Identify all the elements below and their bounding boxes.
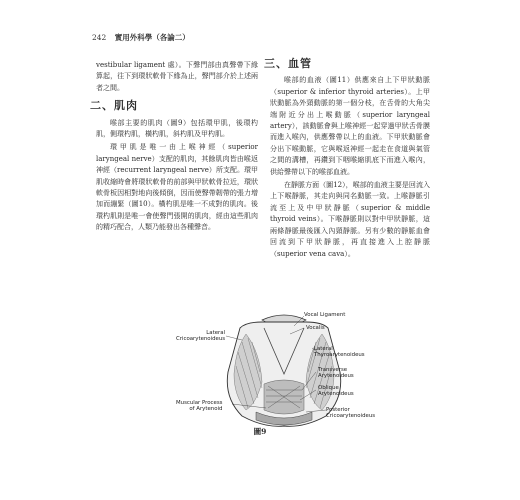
label-vocal-ligament: Vocal Ligament xyxy=(304,312,346,318)
book-title: 實用外科學（各論二） xyxy=(114,33,190,42)
vessels-paragraph-1: 喉部的血液（圖11）供應來自上下甲狀動脈（superior & inferior thyroid arteries）。上甲狀動脈為外頸動脈的第一個分枝，在舌骨的大角尖端附近分出上喉動脈（superior laryngeal artery），該動脈會與上喉神經一起穿過甲狀舌骨膜而進入喉內，供應聲帶以上的血液。下甲狀動脈會分出下喉動脈，它與喉返神經一起走在食道與氣管之間的溝槽，再鑽到下咽喉縮肌底下而進入喉內，供給聲帶以下的喉部血液。 xyxy=(270,76,430,176)
muscles-paragraph-1: 喉部主要的肌肉（圖9）包括環甲肌，後環杓肌，側環杓肌，橫杓肌，斜杓肌及甲杓肌。 xyxy=(96,118,258,139)
label-posterior-cricoarytenoideus: Posterior Cricoarytenoideus xyxy=(326,407,376,419)
larynx-figure xyxy=(176,312,392,430)
label-vocalis: Vocalis xyxy=(306,325,325,331)
label-oblique-arytenoideus: Oblique Arytenoideus xyxy=(318,385,354,397)
page-number: 242 xyxy=(92,33,107,42)
label-muscular-process: Muscular Process of Arytenoid xyxy=(176,400,223,412)
page-header xyxy=(92,32,190,43)
section-title-vessels: 三、血管 xyxy=(264,57,312,70)
label-lateral-cricoarytenoideus: Lateral Cricoarytenoideus xyxy=(176,330,226,342)
muscles-paragraph-2: 環甲肌是唯一由上喉神經（superior laryngeal nerve）支配的肌肉，其餘肌肉皆由喉返神經（recurrent laryngeal nerve）所支配。環甲肌收縮時會將環狀軟骨的前部與甲狀軟骨拉近，環狀軟骨板因相對地向後傾倒，因而使聲帶韌帶的張力增加而繃緊（圖10）。橫杓肌是唯一不成對的肌肉。後環杓肌則是唯一會使聲門張開的肌肉，經由這些肌肉的精巧配合，人類乃能發出各種聲音。 xyxy=(96,143,258,232)
label-lateral-thyroarytenoideus: Lateral Thyroarytenoideus xyxy=(314,346,365,358)
label-transverse-arytenoideus: Transverse Arytenoideus xyxy=(318,367,354,379)
section-title-muscles: 二、肌肉 xyxy=(90,99,138,113)
intro-paragraph: vestibular ligament 處）。下聲門部由真聲帶下緣算起，往下到環狀軟骨下緣為止，聲門部介於上述兩者之間。 xyxy=(96,61,258,92)
vessels-paragraph-2: 在靜脈方面（圖12），喉部的血液主要是回流入上下喉靜脈，其走向與同名動脈一致。上喉靜脈引流至上及中甲狀靜脈（superior & middle thyroid veins）。下喉靜脈則以對中甲狀靜脈，這兩條靜脈最後匯入內頸靜脈。另有少數的靜脈血會回流到下甲狀靜脈，再直接進入上腔靜脈（superior vena cava）。 xyxy=(270,181,430,258)
right-column xyxy=(264,57,430,262)
figure-caption: 圖9 xyxy=(253,427,267,436)
left-column xyxy=(90,60,258,236)
